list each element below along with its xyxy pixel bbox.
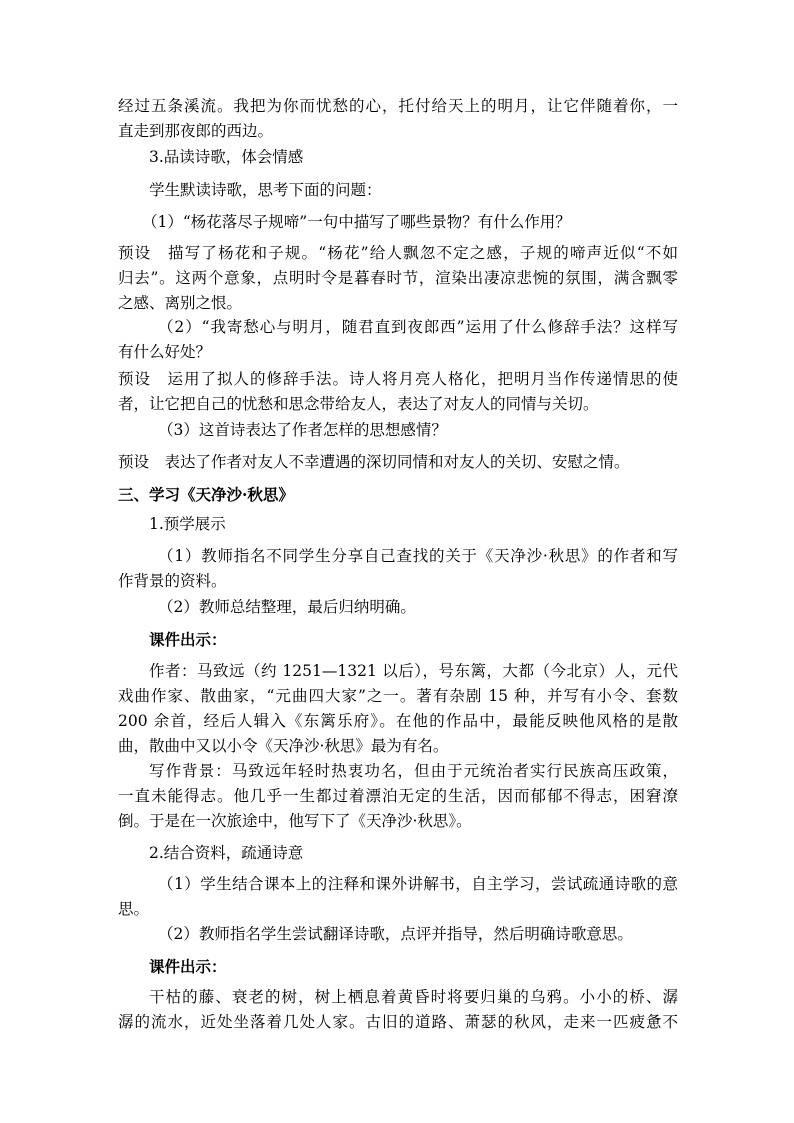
text-line: （1）教师指名不同学生分享自己查找的关于《天净沙·秋思》的作者和写 [158, 547, 678, 565]
text-line: 之感、离别之恨。 [118, 294, 243, 312]
answer-1 [118, 241, 678, 316]
text-line: 2.结合资料，疏通诗意 [149, 844, 304, 862]
step-2-translate [118, 922, 718, 947]
text-line: 三、学习《天净沙·秋思》 [118, 485, 294, 504]
text-line: 作背景的资料。 [118, 572, 227, 590]
text-line: （2）教师总结整理，最后归纳明确。 [158, 598, 416, 616]
step-2-summary [118, 595, 718, 620]
courseware-label [118, 627, 709, 652]
question-2 [118, 315, 678, 365]
text-line: （2）“我寄愁心与明月，随君直到夜郎西”运用了什么修辞手法？这样写 [158, 318, 678, 336]
text-line: 学生默读诗歌，思考下面的问题： [149, 181, 382, 199]
text-line: 作者：马致远（约 1251—1321 以后），号东篱，大都（今北京）人，元代 [149, 662, 678, 680]
heading-preview [118, 512, 709, 537]
text-line: 课件出示： [149, 630, 227, 649]
text-line: 戏曲作家、散曲家，“元曲四大家”之一。著有杂剧 15 种，并写有小令、套数 [118, 687, 678, 705]
text-line: （1）学生结合课本上的注释和课外讲解书，自主学习，尝试疏通诗歌的意 [158, 875, 678, 893]
text-line: 归去”。这两个意象，点明时令是暮春时节，渲染出凄凉悲惋的氛围，满含飘零 [118, 269, 678, 287]
text-line: 课件出示： [149, 957, 227, 976]
text-line: 预设 运用了拟人的修辞手法。诗人将月亮人格化，把明月当作传递情思的使 [118, 370, 678, 388]
heading-step-2 [118, 841, 709, 866]
poem-translation [118, 985, 678, 1035]
text-line: 预设 表达了作者对友人不幸遭遇的深切同情和对友人的关切、安慰之情。 [118, 453, 630, 471]
text-line: 写作背景：马致远年轻时热衷功名，但由于元统治者实行民族高压政策， [149, 762, 678, 780]
text-line: 预设 描写了杨花和子规。“杨花”给人飘忽不定之感，子规的啼声近似“不如 [118, 244, 678, 262]
text-line: （1）“杨花落尽子规啼”一句中描写了哪些景物？有什么作用？ [142, 213, 571, 231]
courseware-label-2 [118, 954, 709, 979]
text-line: 思。 [118, 900, 150, 918]
text-line: 经过五条溪流。我把为你而忧愁的心，托付给天上的明月，让它伴随着你，一 [118, 97, 678, 115]
paragraph-instruction [118, 178, 709, 203]
heading-step-3 [118, 145, 709, 170]
text-line: 有什么好处？ [118, 343, 212, 361]
text-line: 一直未能得志。他几乎一生都过着漂泊无定的生活，因而郁郁不得志，困窘潦 [118, 787, 678, 805]
text-line: 干枯的藤、衰老的树，树上栖息着黄昏时将要归巢的乌鸦。小小的桥、潺 [149, 988, 678, 1006]
question-1 [118, 210, 702, 235]
answer-3 [118, 450, 678, 475]
text-line: 直走到那夜郎的西边。 [118, 122, 274, 140]
section-heading-3 [118, 482, 678, 507]
author-info [118, 659, 678, 759]
text-line: 倒。于是在一次旅途中，他写下了《天净沙·秋思》。 [118, 812, 472, 830]
text-line: 200 余首，经后人辑入《东篱乐府》。在他的作品中，最能反映他风格的是散 [118, 712, 678, 730]
step-1-share [118, 544, 678, 594]
background-info [118, 759, 678, 834]
text-line: 潺的流水，近处坐落着几处人家。古旧的道路、萧瑟的秋风，走来一匹疲惫不 [118, 1013, 678, 1031]
step-1-self-study [118, 872, 678, 922]
text-line: 3.品读诗歌，体会情感 [149, 148, 304, 166]
text-line: 1.预学展示 [149, 515, 226, 533]
text-line: 者，让它把自己的忧愁和思念带给友人，表达了对友人的同情与关切。 [118, 395, 599, 413]
question-3 [118, 418, 718, 443]
paragraph-translation-end [118, 94, 678, 144]
answer-2 [118, 367, 678, 417]
text-line: （3）这首诗表达了作者怎样的思想感情？ [158, 421, 447, 439]
text-line: （2）教师指名学生尝试翻译诗歌，点评并指导，然后明确诗歌意思。 [158, 925, 633, 943]
text-line: 曲，散曲中又以小令《天净沙·秋思》最为有名。 [118, 737, 449, 755]
